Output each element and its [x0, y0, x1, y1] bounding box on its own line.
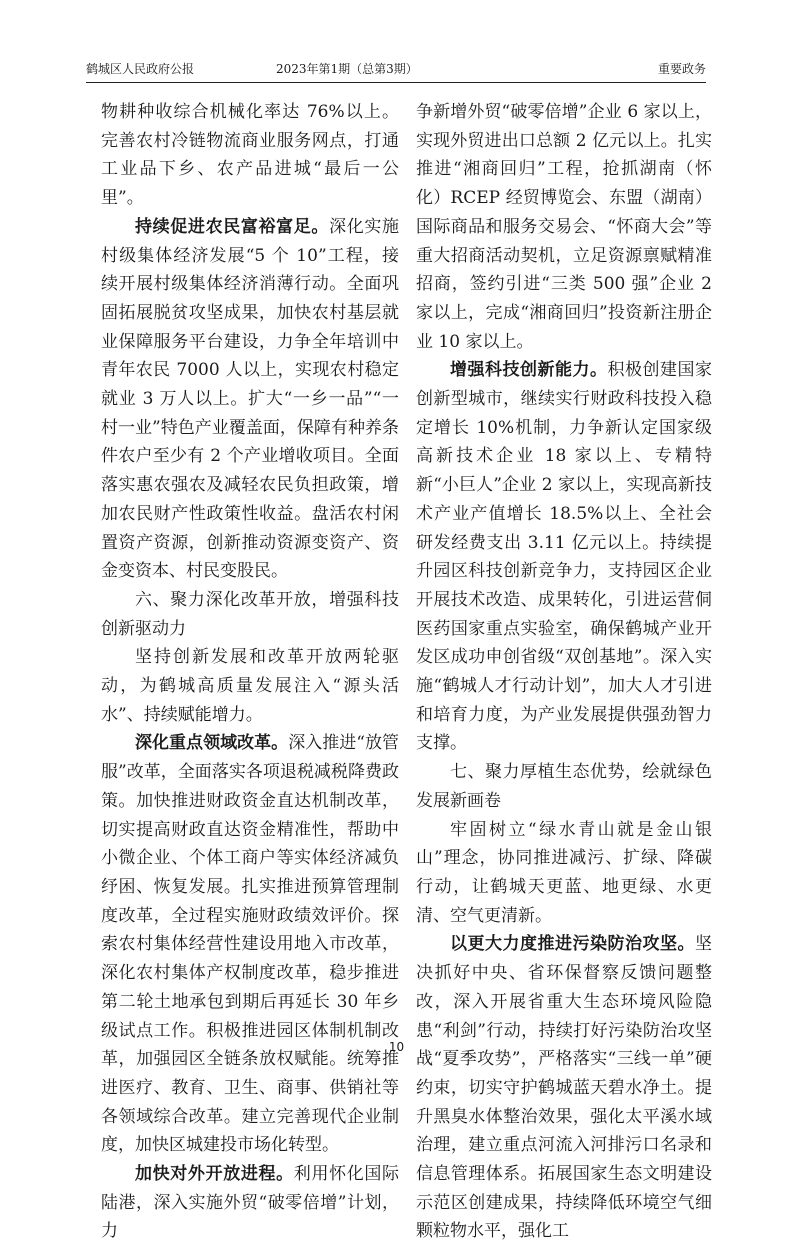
- paragraph: [101, 729, 399, 1160]
- paragraph-heading: 持续促进农民富裕富足。: [135, 216, 330, 237]
- paragraph-body: 深化实施村级集体经济发展“5 个 10”工程，接续开展村级集体经济消薄行动。全面巩固拓展脱贫攻坚成果，加快农村基层就业保障服务平台建设，力争全年培训中青年农民 7000 人以上，实现农村稳定就业 3 万人以上。扩大“一乡一品”“一村一业”特色产业覆盖面，保障有种养条件农户至少有 2 个产业增收项目。全面落实惠农强农及减轻农民负担政策，增加农民财产性政策性收益。盘活农村闲置资产资源，创新推动资源变资产、资金变资本、村民变股民。: [101, 216, 400, 582]
- paragraph-body: 利用怀化国际陆港，深入实施外贸“破零倍增”计划，力: [101, 1164, 400, 1242]
- section-heading: 六、聚力深化改革开放，增强科技创新驱动力: [101, 589, 399, 639]
- paragraph-heading: 深化重点领域改革。: [135, 733, 289, 754]
- page-number: 10: [388, 1040, 405, 1054]
- paragraph-body: 积极创建国家创新型城市，继续实行财政科技投入稳定增长 10%机制，力争新认定国家级高新技术企业 18 家以上、专精特新“小巨人”企业 2 家以上，实现高新技术产业产值增长 18.5%以上、全社会研发经费支出 3.11 亿元以上。持续提升园区科技创新竞争力，支持园区企业开展技术改造、成果转化，引进运营侗医药国家重点实验室，确保鹤城产业开发区成功申创省级“双创基地”。深入实施“鹤城人才行动计划”，加大人才引进和培育力度，为产业发展提供强劲智力支撑。: [416, 360, 712, 754]
- journal-title: 鹤城区人民政府公报: [86, 62, 195, 76]
- paragraph: [416, 356, 712, 758]
- section-label: 重要政务: [657, 62, 706, 76]
- paragraph-body: 坚决抓好中央、省环保督察反馈问题整改，深入开展省重大生态环境风险隐患“利剑”行动，持续打好污染防治攻坚战“夏季攻势”，严格落实“三线一单”硬约束，切实守护鹤城蓝天碧水净土。提升黑臭水体整治效果，强化太平溪水域治理，建立重点河流入河排污口名录和信息管理体系。拓展国家生态文明建设示范区创建成果，持续降低环境空气细颗粒物水平，强化工: [416, 934, 712, 1242]
- right-column: [416, 98, 712, 1246]
- paragraph: 坚持创新发展和改革开放两轮驱动，为鹤城高质量发展注入“源头活水”、持续赋能增力。: [101, 647, 399, 725]
- running-head: [86, 60, 706, 78]
- paragraph: [416, 930, 712, 1246]
- section-heading: 七、聚力厚植生态优势，绘就绿色发展新画卷: [416, 762, 712, 811]
- paragraph-heading: 加快对外开放进程。: [135, 1164, 294, 1185]
- paragraph: [101, 213, 399, 586]
- paragraph-body: 深入推进“放管服”改革，全面落实各项退税减税降费政策。加快推进财政资金直达机制改革，切实提高财政直达资金精准性，帮助中小微企业、个体工商户等实体经济减负纾困、恢复发展。扎实推进预算管理制度改革，全过程实施财政绩效评价。探索农村集体经营性建设用地入市改革，深化农村集体产权制度改革，稳步推进第二轮土地承包到期后再延长 30 年乡级试点工作。积极推进园区体制机制改革，加强园区全链条放权赋能。统筹推进医疗、教育、卫生、商事、供销社等各领域综合改革。建立完善现代企业制度，加快区城建投市场化转型。: [101, 733, 399, 1156]
- paragraph: [101, 1160, 399, 1246]
- header-rule: [86, 82, 706, 83]
- paragraph: 物耕种收综合机械化率达 76%以上。完善农村冷链物流商业服务网点，打通工业品下乡、农产品进城“最后一公里”。: [101, 102, 399, 209]
- paragraph-heading: 以更大力度推进污染防治攻坚。: [450, 934, 695, 955]
- paragraph: 争新增外贸“破零倍增”企业 6 家以上，实现外贸进出口总额 2 亿元以上。扎实推进“湘商回归”工程，抢抓湖南（怀化）RCEP 经贸博览会、东盟（湖南）国际商品和服务交易会、“怀商大会”等重大招商活动契机，立足资源禀赋精准招商，签约引进“三类 500 强”企业 2 家以上，完成“湘商回归”投资新注册企业 10 家以上。: [416, 102, 712, 352]
- paragraph-heading: 增强科技创新能力。: [450, 360, 608, 381]
- issue-label: 2023年第1期（总第3期）: [276, 62, 418, 76]
- left-column: [101, 98, 399, 1246]
- paragraph: 牢固树立“绿水青山就是金山银山”理念，协同推进减污、扩绿、降碳行动，让鹤城天更蓝、地更绿、水更清、空气更清新。: [416, 819, 712, 926]
